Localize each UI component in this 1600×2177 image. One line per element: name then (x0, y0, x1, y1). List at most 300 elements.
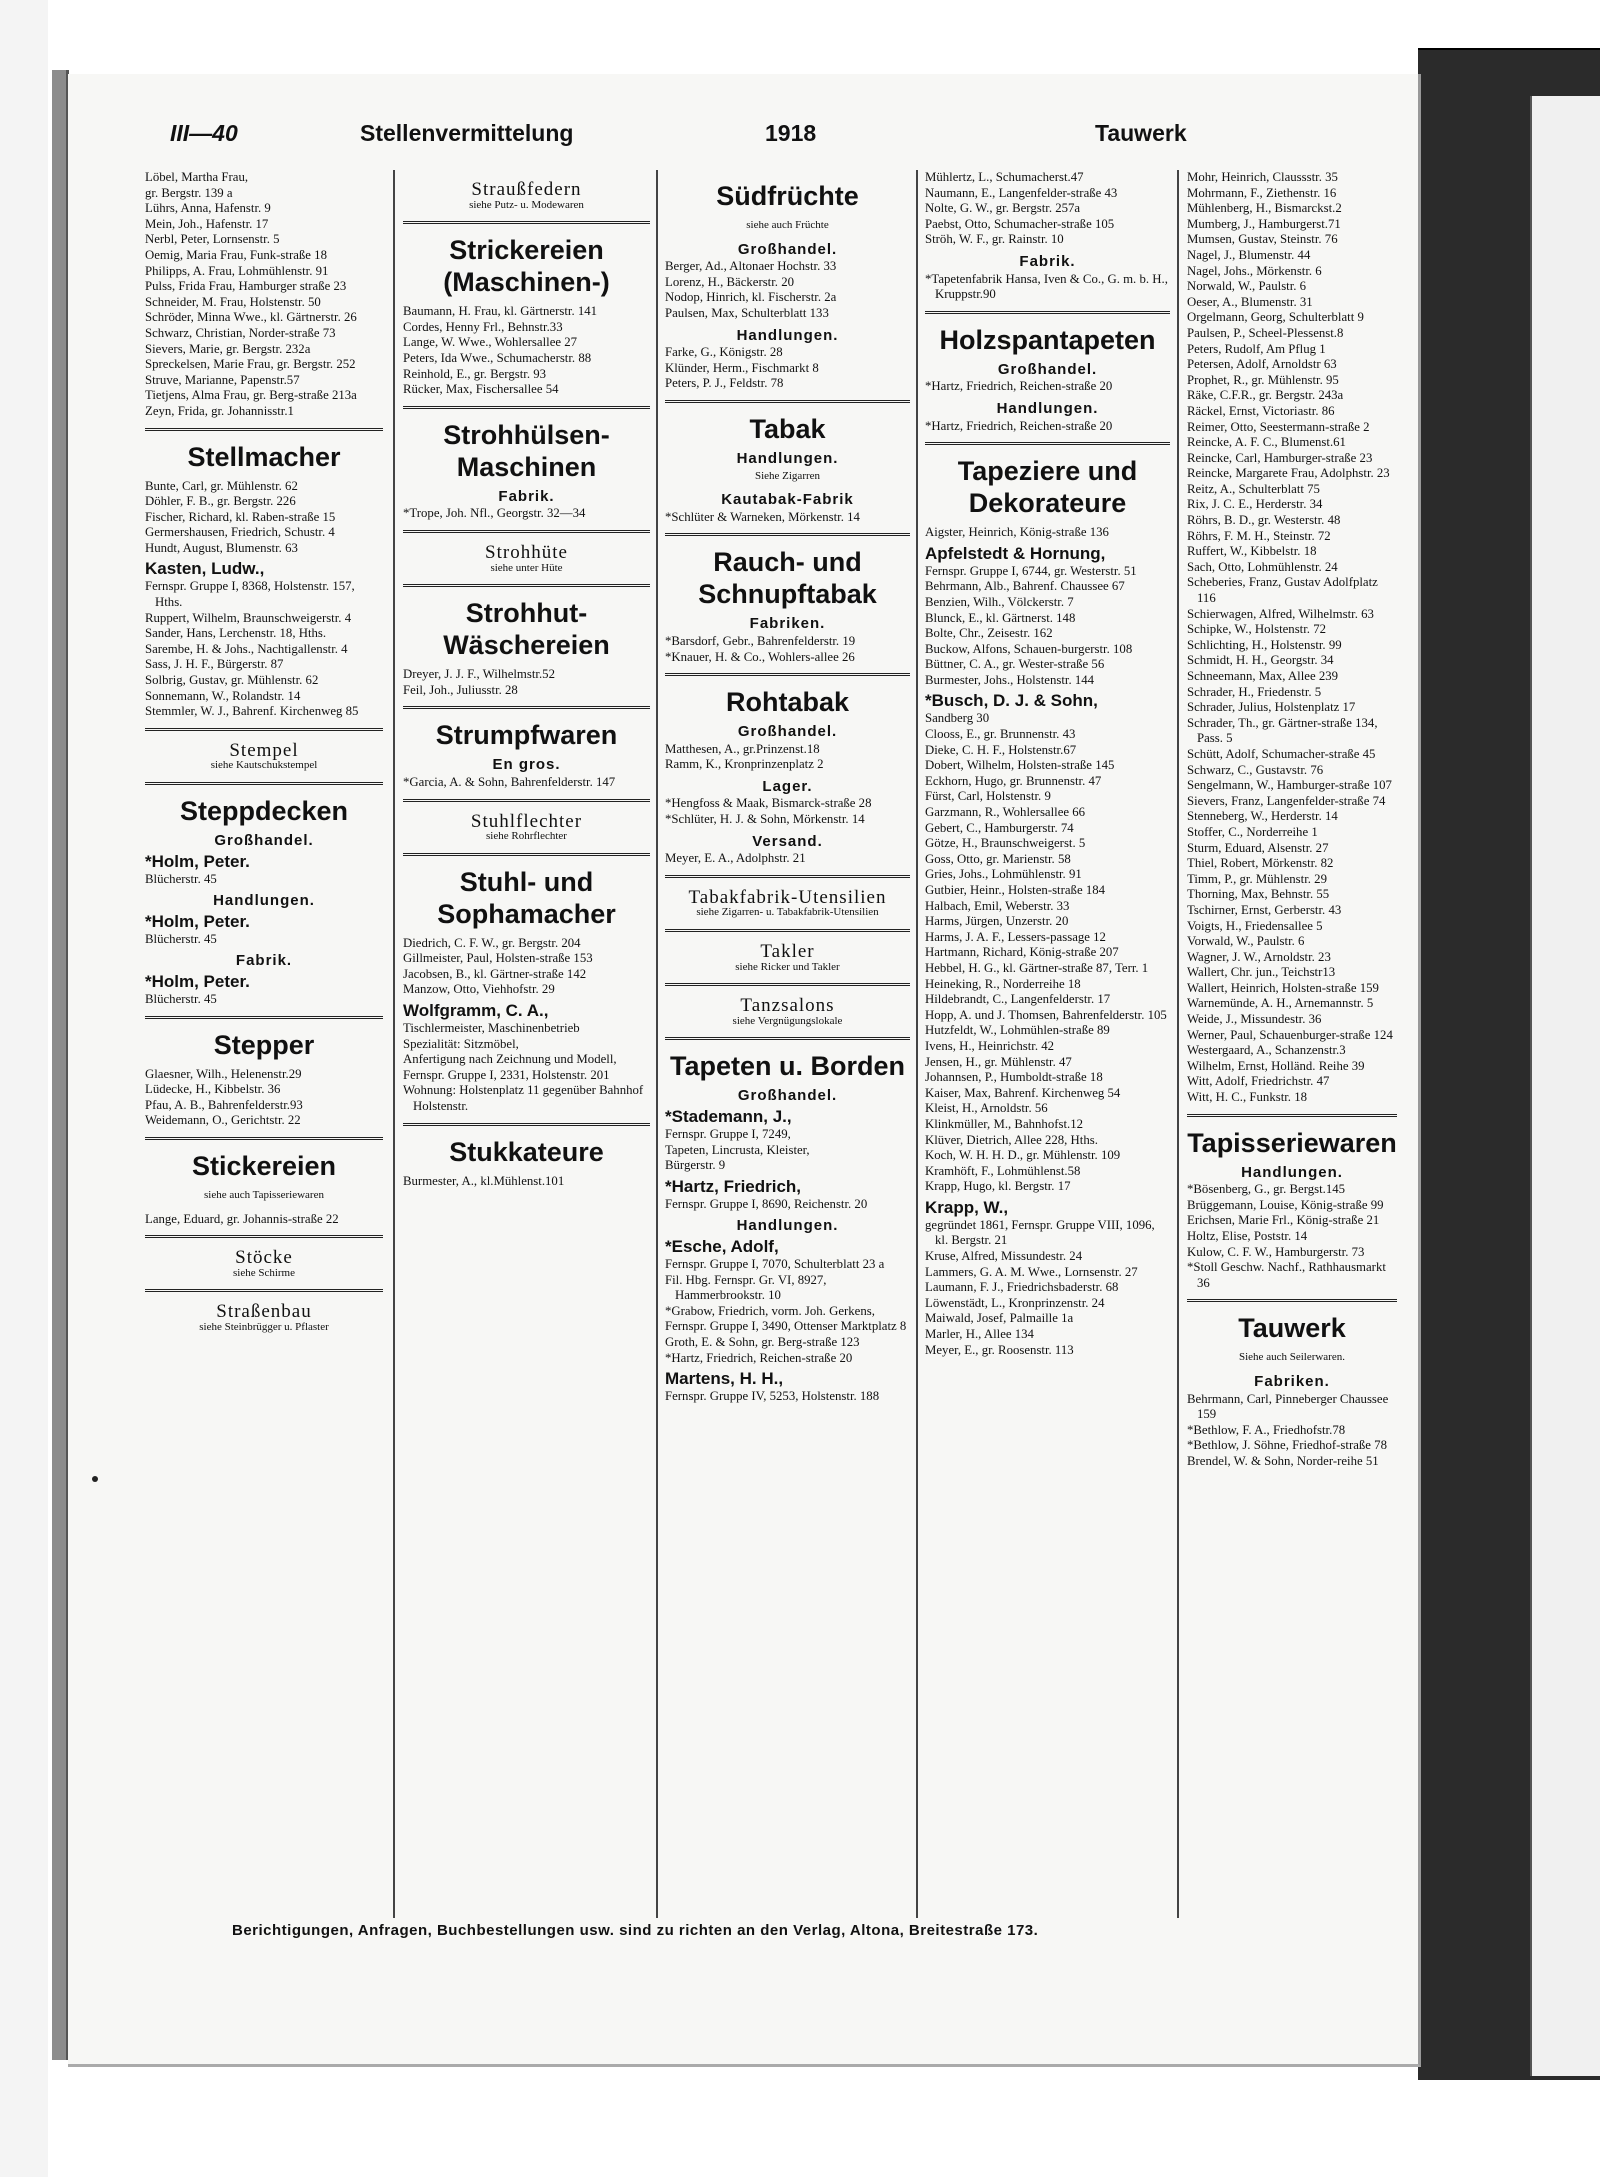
directory-entry: Heineking, R., Norderreihe 18 (925, 976, 1081, 991)
crossref-note: siehe Vergnügungslokale (732, 1014, 843, 1027)
directory-entry: Räckel, Ernst, Victoriastr. 86 (1187, 403, 1335, 418)
directory-entry: Jacobsen, B., kl. Gärtner-straße 142 (403, 966, 587, 981)
section-divider (145, 428, 383, 431)
directory-entry: Stoffer, C., Norderreihe 1 (1187, 824, 1318, 839)
directory-entry: Reincke, A. F. C., Blumenst.61 (1187, 435, 1346, 450)
directory-entry: Nodop, Hinrich, kl. Fischerstr. 2a (665, 290, 837, 305)
directory-entry: Schwarz, C., Gustavstr. 76 (1187, 762, 1324, 777)
book-binding-edge (52, 70, 69, 2060)
directory-entry: *Hartz, Friedrich, Reichen-straße 20 (665, 1350, 853, 1365)
directory-entry: Paebst, Otto, Schumacher-straße 105 (925, 216, 1115, 231)
directory-entry: Wohnung: Holstenplatz 11 gegenüber Bahnhof Holstenstr. (403, 1083, 644, 1114)
directory-entry: Diedrich, C. F. W., gr. Bergstr. 204 (403, 935, 581, 950)
directory-entry: Hildebrandt, C., Langenfelderstr. 17 (925, 992, 1111, 1007)
directory-entry: Philipps, A. Frau, Lohmühlenstr. 91 (145, 263, 329, 278)
section-divider (403, 584, 650, 587)
directory-entry: Witt, H. C., Funkstr. 18 (1187, 1090, 1308, 1105)
crossref-heading: Stempel (229, 739, 299, 761)
directory-entry: Bürgerstr. 9 (665, 1158, 726, 1173)
directory-entry: Sievers, Marie, gr. Bergstr. 232a (145, 341, 311, 356)
section-divider (665, 929, 910, 932)
directory-entry: Schmidt, H. H., Georgstr. 34 (1187, 653, 1334, 668)
directory-entry: Werner, Paul, Schauenburger-straße 124 (1187, 1027, 1393, 1042)
section-divider (145, 1016, 383, 1019)
directory-entry: Fil. Hbg. Fernspr. Gr. VI, 8927, Hammerbrookstr. 10 (665, 1272, 827, 1303)
directory-entry: Reincke, Carl, Hamburger-straße 23 (1187, 450, 1373, 465)
directory-entry: Ruppert, Wilhelm, Braunschweigerstr. 4 (145, 610, 352, 625)
directory-entry: Burmester, Johs., Holstenstr. 144 (925, 672, 1095, 687)
section-divider (403, 530, 650, 533)
directory-entry: Witt, Adolf, Friedrichstr. 47 (1187, 1074, 1330, 1089)
directory-entry: Mumberg, J., Hamburgerst.71 (1187, 216, 1341, 231)
directory-entry: Benzien, Wilh., Völckerstr. 7 (925, 594, 1074, 609)
directory-entry: Blücherstr. 45 (145, 991, 217, 1006)
section-divider (925, 311, 1170, 314)
subsection-heading: Fabrik. (235, 952, 293, 970)
section-heading: Steppdecken (179, 796, 349, 826)
directory-entry: Oeser, A., Blumenstr. 31 (1187, 294, 1313, 309)
directory-entry: Tietjens, Alma Frau, gr. Berg-straße 213a (145, 388, 357, 403)
directory-entry: Gutbier, Heinr., Holsten-straße 184 (925, 883, 1106, 897)
section-divider (665, 983, 910, 986)
section-divider (403, 406, 650, 409)
directory-entry: Fernspr. Gruppe I, 8368, Holstenstr. 157, Hths. (145, 579, 355, 610)
directory-entry: gegründet 1861, Fernspr. Gruppe VIII, 1096, kl. Bergstr. 21 (925, 1217, 1155, 1248)
subsection-heading: Handlungen. (736, 326, 839, 344)
directory-entry: Hutzfeldt, W., Lohmühlen-straße 89 (925, 1023, 1110, 1038)
section-divider (403, 221, 650, 224)
directory-entry: Koch, W. H. H. D., gr. Mühlenstr. 109 (925, 1148, 1121, 1163)
directory-entry: Fernspr. Gruppe I, 2331, Holstenstr. 201 (403, 1067, 610, 1082)
directory-entry: Thiel, Robert, Mörkenstr. 82 (1187, 856, 1334, 871)
directory-entry: Bunte, Carl, gr. Mühlenstr. 62 (145, 478, 298, 493)
directory-entry: Baumann, H. Frau, kl. Gärtnerstr. 141 (403, 304, 598, 319)
directory-entry: Sonnemann, W., Rolandstr. 14 (145, 688, 301, 703)
page-number: III—40 (170, 120, 238, 146)
column-rule (916, 170, 918, 1918)
directory-entry: Röhrs, F. M. H., Steinstr. 72 (1187, 528, 1331, 543)
section-divider (145, 1137, 383, 1140)
crossref-heading: Takler (760, 941, 815, 963)
directory-entry: Reimer, Otto, Seestermann-straße 2 (1187, 419, 1370, 434)
scan-margin (0, 0, 48, 2177)
directory-entry: Wallert, Heinrich, Holsten-straße 159 (1187, 980, 1379, 995)
header-year: 1918 (765, 120, 817, 146)
directory-entry: Eckhorn, Hugo, gr. Brunnenstr. 47 (925, 773, 1102, 788)
section-heading: Stukkateure (449, 1136, 604, 1167)
subsection-heading: Lager. (762, 777, 813, 795)
directory-entry: Harms, J. A. F., Lessers-passage 12 (925, 929, 1106, 944)
subsection-heading: En gros. (492, 756, 561, 774)
section-heading: Stellmacher (187, 441, 341, 472)
section-heading: Tapisseriewaren (1187, 1127, 1397, 1158)
directory-entry: Behrmann, Alb., Bahrenf. Chaussee 67 (925, 579, 1125, 594)
directory-entry: Peters, P. J., Feldstr. 78 (665, 376, 784, 391)
directory-entry: Pulss, Frida Frau, Hamburger straße 23 (145, 279, 347, 294)
directory-entry: Kruse, Alfred, Missundestr. 24 (925, 1249, 1083, 1264)
directory-entry: Hopp, A. und J. Thomsen, Bahrenfelderstr. 105 (925, 1007, 1167, 1022)
crossref-note: Siehe Zigarren (754, 469, 821, 482)
section-heading: Strohhülsen-Maschinen (443, 419, 610, 482)
directory-entry: Mühlenberg, H., Bismarckst.2 (1187, 201, 1342, 216)
directory-entry: Marler, H., Allee 134 (925, 1327, 1034, 1342)
directory-entry: *Barsdorf, Gebr., Bahrenfelderstr. 19 (665, 633, 856, 648)
directory-entry: Fernspr. Gruppe IV, 5253, Holstenstr. 188 (665, 1389, 880, 1404)
bold-entry: *Hartz, Friedrich, (665, 1176, 802, 1196)
directory-entry: Thorning, Max, Behnstr. 55 (1187, 887, 1330, 902)
directory-entry: Wallert, Chr. jun., Teichstr13 (1187, 965, 1336, 980)
directory-entry: Lange, Eduard, gr. Johannis-straße 22 (145, 1211, 339, 1226)
section-heading: Holzspantapeten (939, 324, 1156, 355)
directory-entry: Glaesner, Wilh., Helenenstr.29 (145, 1066, 302, 1081)
section-divider (145, 1289, 383, 1292)
directory-entry: Fernspr. Gruppe I, 7070, Schulterblatt 23 a (665, 1256, 885, 1271)
directory-entry: Sass, J. H. F., Bürgerstr. 87 (145, 657, 284, 672)
directory-entry: Klüver, Dietrich, Allee 228, Hths. (925, 1132, 1098, 1147)
directory-entry: Stenneberg, W., Herderstr. 14 (1187, 809, 1338, 824)
directory-entry: Sievers, Franz, Langenfelder-straße 74 (1187, 793, 1386, 808)
crossref-note: siehe Rohrflechter (486, 830, 567, 843)
directory-entry: Klünder, Herm., Fischmarkt 8 (665, 360, 819, 375)
directory-entry: Mumsen, Gustav, Steinstr. 76 (1187, 232, 1338, 247)
bold-entry: Apfelstedt & Hornung, (925, 543, 1106, 563)
directory-entry: Röhrs, B. D., gr. Westerstr. 48 (1187, 513, 1341, 528)
column-3 (665, 170, 910, 1918)
crossref-heading: Straßenbau (216, 1301, 312, 1323)
subsection-heading: Fabriken. (1254, 1372, 1330, 1390)
section-heading: Strohhut-Wäschereien (443, 598, 610, 661)
directory-entry: Anfertigung nach Zeichnung und Modell, (403, 1052, 617, 1067)
crossref-note: Siehe auch Seilerwaren. (1239, 1351, 1345, 1364)
directory-entry: Scheberies, Franz, Gustav Adolfplatz 116 (1187, 575, 1378, 606)
section-divider (665, 400, 910, 403)
section-heading: Strickereien (Maschinen-) (443, 235, 610, 298)
subsection-heading: Handlungen. (736, 449, 839, 467)
header-right-title: Tauwerk (1095, 120, 1187, 146)
column-5 (1187, 170, 1397, 1918)
crossref-note: siehe Putz- u. Modewaren (469, 198, 584, 211)
section-heading: Tabak (749, 413, 826, 444)
directory-entry: Sach, Otto, Lohmühlenstr. 24 (1187, 559, 1338, 574)
directory-entry: Maiwald, Josef, Palmaille 1a (925, 1311, 1074, 1326)
directory-entry: Kramhöft, F., Lohmühlenst.58 (925, 1163, 1081, 1178)
directory-entry: Kaiser, Max, Bahrenf. Kirchenweg 54 (925, 1085, 1121, 1100)
directory-entry: Reitz, A., Schulterblatt 75 (1187, 481, 1320, 496)
directory-entry: Ruffert, W., Kibbelstr. 18 (1187, 544, 1317, 559)
directory-entry: Löwenstädt, L., Kronprinzenstr. 24 (925, 1295, 1105, 1310)
directory-entry: Döhler, F. B., gr. Bergstr. 226 (145, 494, 296, 509)
directory-entry: Fernspr. Gruppe I, 6744, gr. Westerstr. 51 (925, 563, 1137, 578)
crossref-heading: Stuhlflechter (470, 810, 583, 832)
section-heading: Südfrüchte (716, 181, 859, 211)
directory-entry: Hebbel, H. G., kl. Gärtner-straße 87, Terr. 1 (925, 960, 1149, 975)
directory-entry: Clooss, E., gr. Brunnenstr. 43 (925, 727, 1076, 742)
directory-entry: Timm, P., gr. Mühlenstr. 29 (1187, 871, 1327, 886)
section-divider (145, 782, 383, 785)
directory-entry: gr. Bergstr. 139 a (145, 185, 233, 200)
directory-entry: Holtz, Elise, Poststr. 14 (1187, 1229, 1308, 1243)
header-left-title: Stellenvermittelung (360, 120, 574, 146)
crossref-note: siehe Schirme (232, 1266, 295, 1279)
directory-entry: Meyer, E., gr. Roosenstr. 113 (925, 1342, 1074, 1357)
column-4 (925, 170, 1170, 1918)
section-divider (665, 673, 910, 676)
directory-entry: Schipke, W., Holstenstr. 72 (1187, 622, 1326, 637)
directory-entry: Klinkmüller, M., Bahnhofst.12 (925, 1116, 1084, 1131)
crossref-note: siehe auch Tapisseriewaren (204, 1188, 324, 1201)
directory-entry: Stemmler, W. J., Bahrenf. Kirchenweg 85 (145, 704, 359, 719)
directory-entry: Berger, Ad., Altonaer Hochstr. 33 (665, 259, 837, 274)
directory-entry: Sandberg 30 (925, 711, 990, 726)
crossref-note: siehe Zigarren- u. Tabakfabrik-Utensilien (696, 906, 879, 919)
directory-entry: Westergaard, A., Schanzenstr.3 (1187, 1043, 1346, 1058)
crossref-note: siehe Steinbrügger u. Pflaster (199, 1320, 329, 1333)
directory-entry: *Garcia, A. & Sohn, Bahrenfelderstr. 147 (403, 774, 616, 789)
directory-entry: Peters, Rudolf, Am Pflug 1 (1187, 341, 1326, 356)
directory-entry: *Trope, Joh. Nfl., Georgstr. 32—34 (403, 506, 586, 521)
directory-entry: Reinhold, E., gr. Bergstr. 93 (403, 366, 547, 381)
directory-entry: Mein, Joh., Hafenstr. 17 (145, 216, 269, 231)
subsection-heading: Großhandel. (737, 723, 838, 741)
section-divider (403, 853, 650, 856)
directory-entry: Dreyer, J. J. F., Wilhelmstr.52 (403, 667, 555, 682)
directory-entry: Weidemann, O., Gerichtstr. 22 (145, 1113, 301, 1128)
directory-entry: Wilhelm, Ernst, Holländ. Reihe 39 (1187, 1058, 1365, 1073)
subsection-heading: Großhandel. (737, 240, 838, 258)
directory-entry: Garzmann, R., Wohlersallee 66 (925, 805, 1086, 820)
directory-entry: *Tapetenfabrik Hansa, Iven & Co., G. m. b. H., Kruppstr.90 (925, 271, 1168, 302)
directory-entry: Fürst, Carl, Holstenstr. 9 (925, 789, 1051, 804)
crossref-note: siehe unter Hüte (490, 561, 563, 574)
directory-entry: Sturm, Eduard, Alsenstr. 27 (1187, 840, 1329, 855)
directory-entry: Dieke, C. H. F., Holstenstr.67 (925, 742, 1077, 757)
subsection-heading: Fabriken. (749, 615, 826, 633)
directory-entry: Schneider, M. Frau, Holstenstr. 50 (145, 294, 321, 309)
directory-entry: Aigster, Heinrich, König-straße 136 (925, 525, 1109, 540)
directory-entry: Ströh, W. F., gr. Rainstr. 10 (925, 232, 1064, 247)
directory-entry: Weide, J., Missundestr. 36 (1187, 1012, 1322, 1027)
directory-entry: *Bethlow, F. A., Friedhofstr.78 (1187, 1422, 1346, 1437)
directory-entry: Paulsen, P., Scheel-Plessenst.8 (1187, 325, 1344, 340)
directory-entry: Mohr, Heinrich, Claussstr. 35 (1187, 170, 1338, 184)
directory-entry: Gillmeister, Paul, Holsten-straße 153 (403, 951, 593, 966)
directory-entry: Nolte, G. W., gr. Bergstr. 257a (925, 201, 1081, 216)
directory-entry: Schrader, Julius, Holstenplatz 17 (1187, 700, 1356, 715)
directory-entry: Struve, Marianne, Papenstr.57 (145, 372, 300, 387)
directory-entry: Rix, J. C. E., Herderstr. 34 (1187, 497, 1323, 512)
subsection-heading: Großhandel. (997, 360, 1098, 378)
directory-entry: Fernspr. Gruppe I, 8690, Reichenstr. 20 (665, 1196, 868, 1211)
subsection-heading: Kautabak-Fabrik (721, 491, 854, 509)
directory-entry: *Schlüter & Warneken, Mörkenstr. 14 (665, 509, 860, 524)
directory-entry: Brüggemann, Louise, König-straße 99 (1187, 1197, 1384, 1212)
directory-entry: Halbach, Emil, Weberstr. 33 (925, 898, 1070, 913)
column-2 (403, 170, 650, 1918)
directory-entry: Solbrig, Gustav, gr. Mühlenstr. 62 (145, 673, 319, 688)
directory-entry: *Bethlow, J. Söhne, Friedhof-straße 78 (1187, 1438, 1387, 1453)
directory-entry: Räke, C.F.R., gr. Bergstr. 243a (1187, 388, 1344, 403)
directory-entry: Voigts, H., Friedensallee 5 (1187, 918, 1323, 933)
section-divider (403, 706, 650, 709)
directory-entry: Fernspr. Gruppe I, 7249, (665, 1127, 791, 1141)
directory-entry: *Schlüter, H. J. & Sohn, Mörkenstr. 14 (665, 812, 865, 827)
section-heading: Rauch- und Schnupftabak (698, 547, 877, 610)
directory-entry: *Knauer, H. & Co., Wohlers-allee 26 (665, 649, 855, 664)
directory-entry: *Hartz, Friedrich, Reichen-straße 20 (925, 418, 1113, 433)
directory-entry: Cordes, Henny Frl., Behnstr.33 (403, 319, 563, 334)
page-footer: Berichtigungen, Anfragen, Buchbestellungen usw. sind zu richten an den Verlag, Altona, Breitestraße 173. (232, 1922, 1039, 1939)
subsection-heading: Versand. (752, 832, 823, 850)
section-heading: Tapeten u. Borden (669, 1051, 905, 1082)
directory-entry: Lange, W. Wwe., Wohlersallee 27 (403, 335, 578, 350)
bold-entry: *Holm, Peter. (145, 971, 250, 991)
directory-entry: Naumann, E., Langenfelder-straße 43 (925, 185, 1118, 200)
section-heading: Stuhl- und Sophamacher (437, 866, 616, 929)
directory-entry: Kleist, H., Arnoldstr. 56 (925, 1101, 1048, 1116)
directory-entry: Laumann, F. J., Friedrichsbaderstr. 68 (925, 1280, 1119, 1295)
bold-entry: Wolfgramm, C. A., (403, 1001, 549, 1021)
directory-entry: Ivens, H., Heinrichstr. 42 (925, 1038, 1055, 1053)
section-heading: Stepper (213, 1029, 315, 1060)
column-rule (656, 170, 658, 1918)
directory-entry: Sander, Hans, Lerchenstr. 18, Hths. (145, 626, 327, 641)
section-heading: Rohtabak (725, 687, 850, 718)
directory-entry: *Bösenberg, G., gr. Bergst.145 (1187, 1182, 1346, 1197)
directory-entry: Lührs, Anna, Hafenstr. 9 (145, 201, 271, 216)
subsection-heading: Handlungen. (1241, 1163, 1343, 1181)
directory-entry: Hartmann, Richard, König-straße 207 (925, 945, 1119, 960)
crossref-note: siehe Kautschukstempel (210, 759, 318, 772)
directory-entry: Büttner, C. A., gr. Wester-straße 56 (925, 657, 1105, 672)
directory-entry: Lorenz, H., Bäckerstr. 20 (665, 274, 794, 289)
subsection-heading: Fabrik. (498, 487, 555, 505)
directory-entry: Bolte, Chr., Zeisestr. 162 (925, 626, 1053, 641)
directory-entry: Orgelmann, Georg, Schulterblatt 9 (1187, 310, 1364, 325)
directory-entry: Fischer, Richard, kl. Raben-straße 15 (145, 509, 336, 524)
subsection-heading: Fabrik. (1019, 252, 1076, 270)
directory-entry: *Hengfoss & Maak, Bismarck-straße 28 (665, 796, 872, 811)
directory-entry: Zeyn, Frida, gr. Johannisstr.1 (145, 403, 294, 418)
directory-entry: Peters, Ida Wwe., Schumacherstr. 88 (403, 350, 592, 365)
directory-entry: Krapp, Hugo, kl. Bergstr. 17 (925, 1179, 1071, 1194)
directory-entry: Blunck, E., kl. Gärtnerst. 148 (925, 610, 1076, 625)
bold-entry: Martens, H. H., (665, 1369, 784, 1389)
bold-entry: *Holm, Peter. (145, 851, 250, 871)
crossref-note: siehe auch Früchte (746, 219, 829, 231)
directory-entry: Sarembe, H. & Johs., Nachtigallenstr. 4 (145, 641, 348, 656)
directory-entry: Schütt, Adolf, Schumacher-straße 45 (1187, 746, 1376, 761)
directory-entry: Farke, G., Königstr. 28 (665, 345, 783, 360)
directory-entry: Erichsen, Marie Frl., König-straße 21 (1187, 1213, 1380, 1228)
directory-entry: Harms, Jürgen, Unzerstr. 20 (925, 914, 1069, 929)
directory-entry: Oemig, Maria Frau, Funk-straße 18 (145, 247, 327, 262)
bold-entry: *Esche, Adolf, (665, 1236, 779, 1256)
directory-entry: Paulsen, Max, Schulterblatt 133 (665, 305, 829, 320)
section-heading: Tauwerk (1238, 1313, 1346, 1344)
section-divider (665, 533, 910, 536)
directory-entry: Hundt, August, Blumenstr. 63 (145, 540, 298, 555)
bold-entry: *Stademann, J., (665, 1107, 792, 1126)
directory-entry: Groth, E. & Sohn, gr. Berg-straße 123 (665, 1334, 860, 1349)
bold-entry: Kasten, Ludw., (145, 559, 265, 579)
directory-entry: Brendel, W. & Sohn, Norder-reihe 51 (1187, 1453, 1379, 1468)
section-divider (925, 442, 1170, 445)
directory-entry: Spezialität: Sitzmöbel, (403, 1036, 519, 1051)
section-heading: Stickereien (191, 1150, 337, 1181)
section-heading: Tapeziere und Dekorateure (957, 456, 1138, 519)
subsection-heading: Großhandel. (737, 1087, 838, 1105)
adjacent-page (1530, 96, 1600, 2076)
directory-entry: Tapeten, Lincrusta, Kleister, (665, 1142, 810, 1157)
directory-entry: Schierwagen, Alfred, Wilhelmstr. 63 (1187, 606, 1374, 621)
crossref-note: siehe Ricker und Takler (735, 960, 840, 973)
column-1 (145, 170, 383, 1918)
directory-entry: Pfau, A. B., Bahrenfelderstr.93 (145, 1097, 303, 1112)
directory-entry: Schröder, Minna Wwe., kl. Gärtnerstr. 26 (145, 310, 357, 325)
directory-entry: Gebert, C., Hamburgerstr. 74 (925, 820, 1074, 835)
subsection-heading: Handlungen. (996, 399, 1099, 417)
directory-entry: Burmester, A., kl.Mühlenst.101 (403, 1173, 565, 1188)
directory-entry: Götze, H., Braunschweigerst. 5 (925, 836, 1086, 851)
directory-entry: Lammers, G. A. M. Wwe., Lornsenstr. 27 (925, 1264, 1138, 1279)
section-heading: Strumpfwaren (435, 720, 618, 751)
crossref-heading: Straußfedern (471, 179, 582, 200)
bold-entry: *Holm, Peter. (145, 911, 250, 931)
directory-entry: *Hartz, Friedrich, Reichen-straße 20 (925, 379, 1113, 394)
subsection-heading: Großhandel. (214, 832, 314, 849)
crossref-heading: Strohhüte (485, 541, 568, 563)
directory-entry: Mühlertz, L., Schumacherst.47 (925, 170, 1084, 184)
directory-entry: Manzow, Otto, Viehhofstr. 29 (403, 982, 555, 997)
directory-entry: Buckow, Alfons, Schauen-burgerstr. 108 (925, 641, 1133, 656)
section-divider (145, 728, 383, 731)
column-rule (393, 170, 395, 1918)
section-divider (1187, 1299, 1397, 1302)
punch-hole (92, 1476, 98, 1482)
directory-entry: Nagel, J., Blumenstr. 44 (1187, 247, 1311, 262)
directory-entry: Schrader, H., Friedenstr. 5 (1187, 684, 1322, 699)
directory-entry: Nerbl, Peter, Lornsenstr. 5 (145, 232, 280, 247)
directory-entry: Sengelmann, W., Hamburger-straße 107 (1187, 778, 1392, 793)
directory-entry: Schwarz, Christian, Norder-straße 73 (145, 325, 336, 340)
directory-entry: Blücherstr. 45 (145, 871, 217, 886)
subsection-heading: Handlungen. (213, 892, 315, 910)
directory-entry: Tschirner, Ernst, Gerberstr. 43 (1187, 902, 1342, 917)
directory-entry: Ramm, K., Kronprinzenplatz 2 (665, 757, 824, 772)
section-divider (1187, 1114, 1397, 1117)
directory-entry: Behrmann, Carl, Pinneberger Chaussee 159 (1187, 1391, 1389, 1422)
directory-entry: Prophet, R., gr. Mühlenstr. 95 (1187, 372, 1339, 387)
directory-entry: Norwald, W., Paulstr. 6 (1187, 279, 1307, 294)
directory-entry: Goss, Otto, gr. Marienstr. 58 (925, 851, 1071, 866)
column-rule (1177, 170, 1179, 1918)
directory-entry: Nagel, Johs., Mörkenstr. 6 (1187, 263, 1322, 278)
directory-entry: Tischlermeister, Maschinenbetrieb (403, 1021, 580, 1036)
directory-entry: Warnemünde, A. H., Arnemannstr. 5 (1187, 996, 1374, 1011)
directory-entry: Reincke, Margarete Frau, Adolphstr. 23 (1187, 466, 1390, 481)
directory-entry: Rücker, Max, Fischersallee 54 (403, 382, 559, 397)
directory-entry: Feil, Joh., Juliusstr. 28 (403, 682, 518, 697)
section-divider (403, 1123, 650, 1126)
directory-entry: Schneemann, Max, Allee 239 (1187, 669, 1339, 683)
crossref-heading: Tanzsalons (740, 995, 835, 1017)
directory-entry: Mohrmann, F., Ziethenstr. 16 (1187, 185, 1337, 200)
bold-entry: Krapp, W., (925, 1197, 1009, 1217)
directory-entry: Kulow, C. F. W., Hamburgerstr. 73 (1187, 1244, 1365, 1259)
directory-entry: Blücherstr. 45 (145, 931, 217, 946)
crossref-heading: Stöcke (235, 1247, 293, 1269)
directory-entry: Schrader, Th., gr. Gärtner-straße 134, Pass. 5 (1187, 715, 1378, 746)
